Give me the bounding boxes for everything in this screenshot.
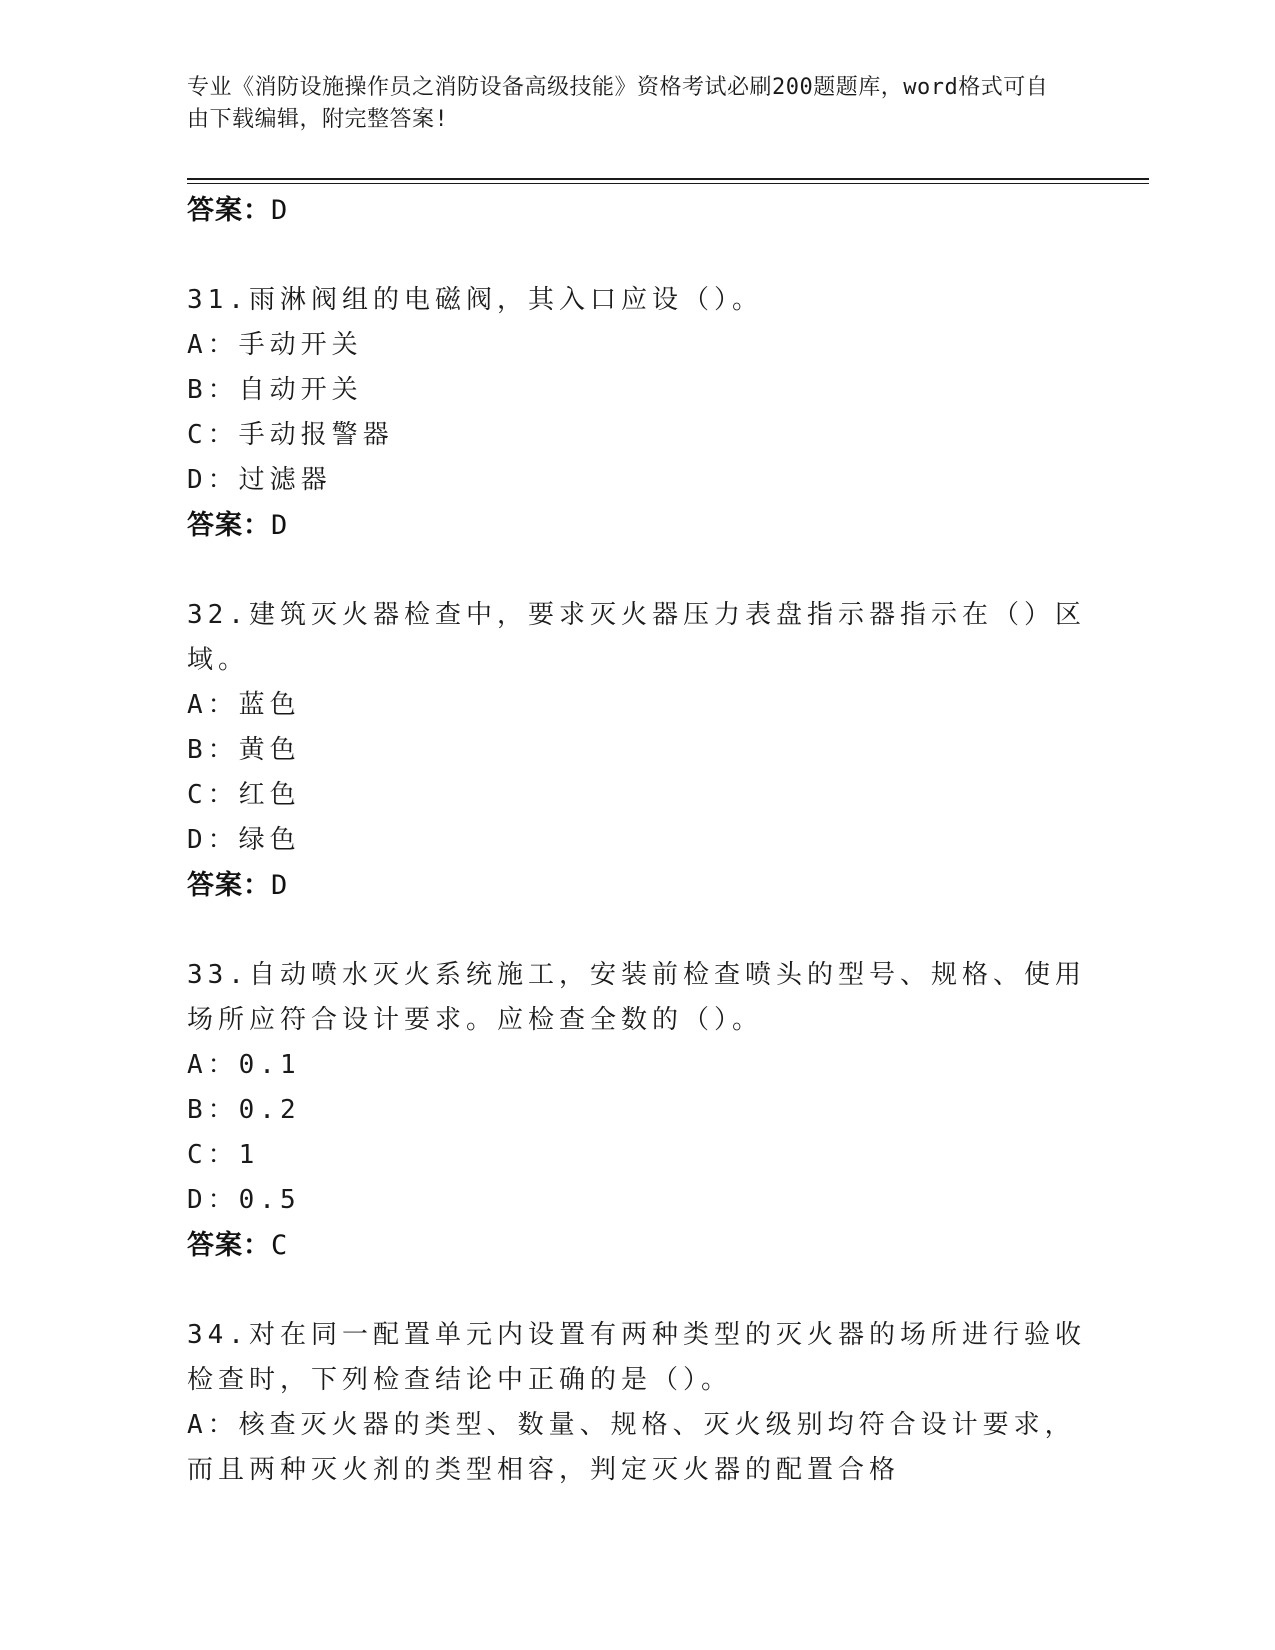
option-b: B：0.2 <box>187 1095 301 1125</box>
question-text: 32.建筑灭火器检查中，要求灭火器压力表盘指示器指示在（）区域。 <box>187 600 1086 675</box>
option-d: D：绿色 <box>187 825 301 855</box>
spacer <box>187 1268 1087 1313</box>
document-header: 专业《消防设施操作员之消防设备高级技能》资格考试必刷200题题库，word格式可自由下载编辑，附完整答案! <box>187 75 1049 132</box>
option-d: D：过滤器 <box>187 465 332 495</box>
question-text: 34.对在同一配置单元内设置有两种类型的灭火器的场所进行验收检查时，下列检查结论中正确的是（）。 <box>187 1320 1086 1395</box>
answer-value: D <box>271 195 289 226</box>
document-body <box>187 188 1087 1493</box>
option-a: A：蓝色 <box>187 690 301 720</box>
spacer <box>187 548 1087 593</box>
answer-value: D <box>271 510 289 541</box>
spacer <box>187 908 1087 953</box>
option-b: B：自动开关 <box>187 375 363 405</box>
answer-line <box>187 863 1087 908</box>
option-a: A：手动开关 <box>187 330 363 360</box>
question-text: 31.雨淋阀组的电磁阀，其入口应设（）。 <box>187 285 763 315</box>
option-c: C：红色 <box>187 780 301 810</box>
answer-label: 答案： <box>187 1230 271 1261</box>
question-text: 33.自动喷水灭火系统施工，安装前检查喷头的型号、规格、使用场所应符合设计要求。应检查全数的（）。 <box>187 960 1086 1035</box>
answer-value: D <box>271 870 289 901</box>
answer-label: 答案： <box>187 510 271 541</box>
option-a: A：0.1 <box>187 1050 301 1080</box>
answer-line <box>187 188 1087 233</box>
option-b: B：黄色 <box>187 735 301 765</box>
spacer <box>187 233 1087 278</box>
option-d: D：0.5 <box>187 1185 301 1215</box>
option-c: C：1 <box>187 1140 260 1170</box>
answer-value: C <box>271 1230 289 1261</box>
option-a: A：核查灭火器的类型、数量、规格、灭火级别均符合设计要求，而且两种灭火剂的类型相容，判定灭火器的配置合格 <box>187 1410 1076 1485</box>
answer-label: 答案： <box>187 870 271 901</box>
header-rule-thin <box>187 183 1149 184</box>
answer-line <box>187 503 1087 548</box>
option-c: C：手动报警器 <box>187 420 394 450</box>
answer-label: 答案： <box>187 195 271 226</box>
answer-line <box>187 1223 1087 1268</box>
header-rule-thick <box>187 178 1149 180</box>
